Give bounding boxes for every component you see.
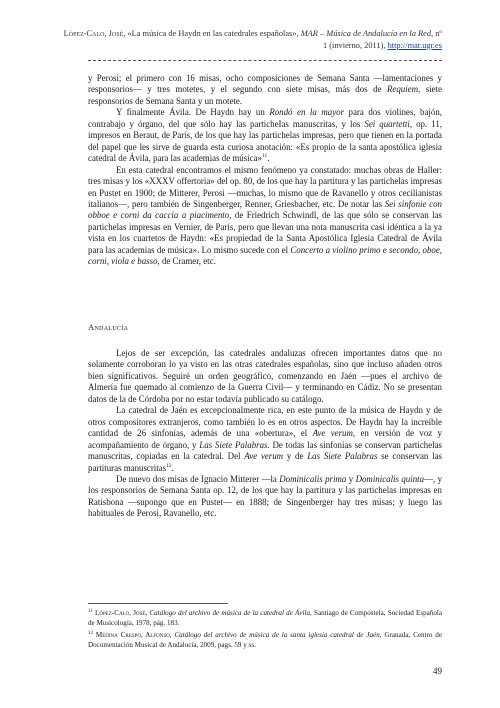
paragraph: y Perosi; el primero con 16 misas, ocho composiciones de Semana Santa —lamentaciones y responsorios— y tres motetes, y el segundo con siete misas, más dos de Requiem, siete responsorios de Semana Santa y un motete. <box>88 73 442 106</box>
header-issue: , nº 1 (invierno, 2011), <box>322 29 442 50</box>
footnote: $^{11}$ López-Calo, José, Catálogo del archivo de música de la catedral de Ávila, Santiago de Compostela, Sociedad Española de Musicología, 1978, pág. 183. <box>88 609 442 627</box>
footnote-divider <box>88 603 228 604</box>
paragraph: La catedral de Jaén es excepcionalmente rica, en este punto de la música de Haydn y de otros compositores extranjeros, como también lo es en otros aspectos. De Haydn hay la increíble cantidad de 26 sinfonías, además de una «obertura», el Ave verum, en versión de voz y acompañamiento de órgano, y Las Siete Palabras. De todas las sinfonías se conservan partichelas manuscritas, copiadas en la catedral. Del Ave verum y de Las Siete Palabras se conservan las partituras manuscritas$^{12}$. <box>88 405 443 473</box>
body-text-section-2 <box>88 348 442 520</box>
footnotes <box>88 609 442 653</box>
paragraph: Y finalmente Ávila. De Haydn hay un Rondó en la mayor para dos violines, bajón, contrabajo y órgano, del que sólo hay las particheIas manuscritas, y los Sei quartetti, op. 11, impresos en Beraut, de París, de los que hay las partichelas impresas, pero que tienen en la portada del papel que les sirve de guarda esta curiosa anotación: «Es propio de la santa apostólica iglesia catedral de Ávila, para las academias de música»$^{11}$. <box>88 107 442 164</box>
header-divider <box>88 60 442 61</box>
footnote: $^{12}$ Medina Crespo, Alfonso, Catálogo del archivo de música de la santa iglesia catedral de Jaén, Granada, Centro de Documentación Musical de Andalucía, 2009, pags. 59 y ss. <box>88 631 442 649</box>
header-journal: MAR – Música de Andalucía en la Red <box>300 29 432 38</box>
footnote-ref[interactable]: 12 <box>166 462 172 469</box>
paragraph: De nuevo dos misas de Ignacio Mitterer —la Dominicalis prima y Dominicalis quinta—, y los responsorios de Semana Santa op. 12, de los que hay la partitura y las partichelas impresas en Ratisbona —supongo que en Pustet— en 1888; de Singenberger hay tres misas; y luego las habituales de Perosi, Ravanello, etc. <box>88 473 443 519</box>
paragraph: En esta catedral encontramos el mismo fenómeno ya constatado: muchas obras de Haller: tres misas y los «XXXV offertoria» del op. 80, de los que hay la partitura y las partichelas impresas en Pustet en 1900; de Mitterer, Perosi —muchas, lo mismo que de Ravanello y otros cecilianistas italianos—, pero también de Singenberger, Renner, Griesbacher, etc. De notar las Sei sinfonie con obboe e corni da caccia a piacimento, de Friedrich Schwindl, de las que sólo se conservan las partichelas impresas en Vernier, de París, pero que llevan una nota manuscrita casi idéntica a la ya vista en los cuartetos de Haydn: «Es propiedad de la Santa Apostólica Iglesia Catedral de Ávila para las academias de música». Lo mismo sucede con el Concerto a violino primo e secondo, oboe, corni, viola e basso, de Cramer, etc. <box>88 164 442 267</box>
running-header <box>62 28 442 51</box>
section-heading: Andalucía <box>88 322 129 332</box>
header-url-link[interactable]: http://mar.ugr.es <box>387 40 442 50</box>
footnote-ref[interactable]: 11 <box>261 153 268 160</box>
page-number: 49 <box>433 666 442 676</box>
header-article-title: «La música de Haydn en las catedrales españolas», <box>127 29 299 38</box>
body-text-section-1 <box>88 73 442 268</box>
header-author: López-Calo, José, <box>63 29 126 38</box>
paragraph: Lejos de ser excepción, las catedrales andaluzas ofrecen importantes datos que no solamente corroboran lo ya visto en las otras catedrales españolas, sino que incluso añaden otros bien significativos. Seguiré un orden geográfico, comenzando en Jaén —pues el archivo de Almería fue quemado al comienzo de la Guerra Civil— y terminando en Cádiz. No se presentan datos de la de Córdoba por no estar todavía publicado su catálogo. <box>88 348 442 404</box>
